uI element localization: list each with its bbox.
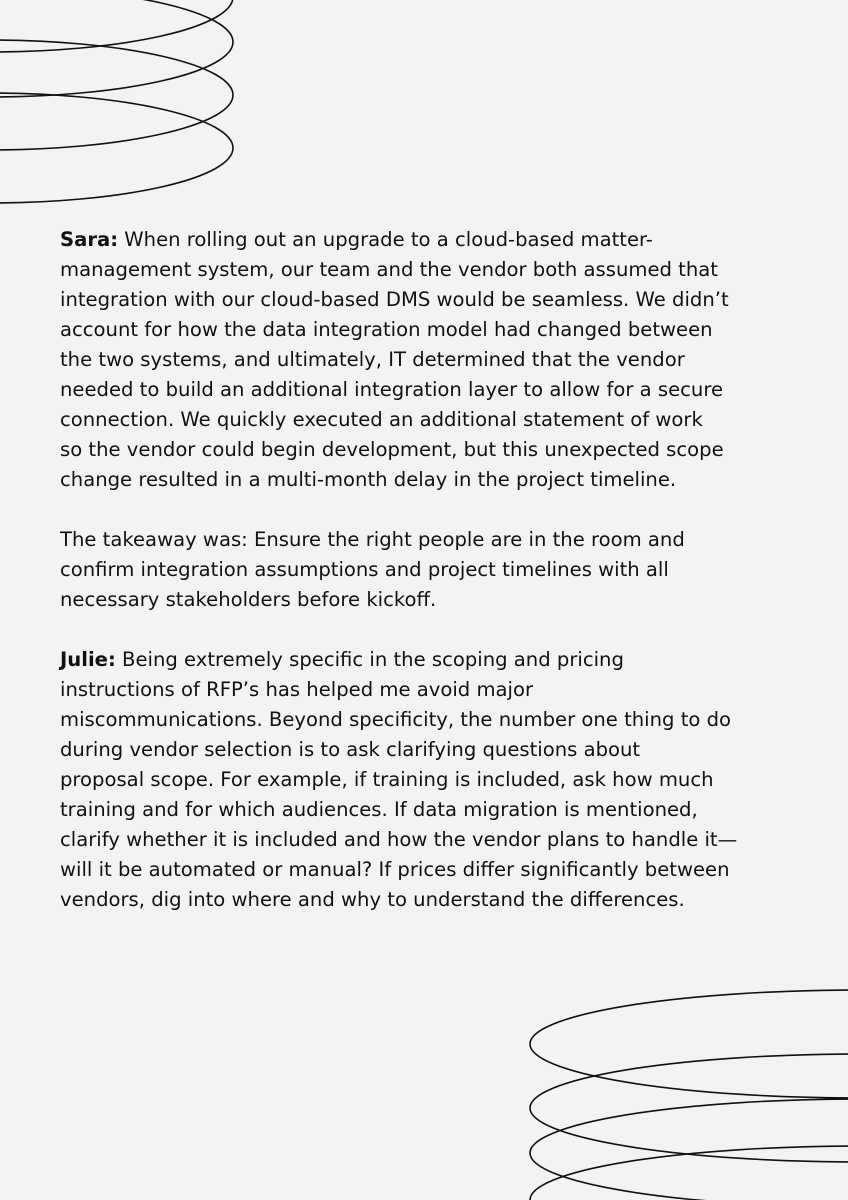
text-line: instructions of RFP’s has helped me avoid major	[60, 678, 534, 701]
speaker-name: Sara:	[60, 228, 119, 251]
text-line: so the vendor could begin development, but this unexpected scope	[60, 438, 724, 461]
text-line	[60, 225, 729, 255]
text-line: needed to build an additional integration layer to allow for a secure	[60, 378, 724, 401]
text-line: during vendor selection is to ask clarifying questions about	[60, 738, 641, 761]
ellipse-ornament	[0, 93, 233, 203]
text-line: proposal scope. For example, if training is included, ask how much	[60, 768, 714, 791]
text-line: will it be automated or manual? If prices differ significantly between	[60, 858, 730, 881]
text-line: The takeaway was: Ensure the right people are in the room and	[60, 528, 685, 551]
ellipse-ornament	[530, 1054, 848, 1162]
text-line: the two systems, and ultimately, IT determined that the vendor	[60, 348, 685, 371]
ellipse-ornament	[0, 40, 233, 150]
paragraph-julie	[60, 645, 737, 915]
paragraph-sara	[60, 225, 729, 495]
speaker-name: Julie:	[60, 648, 116, 671]
text-line: account for how the data integration model had changed between	[60, 318, 713, 341]
text-line: miscommunications. Beyond specificity, the number one thing to do	[60, 708, 732, 731]
text-line: connection. We quickly executed an additional statement of work	[60, 408, 703, 431]
paragraph-takeaway	[60, 525, 685, 615]
text-line: necessary stakeholders before kickoff.	[60, 588, 437, 611]
text-line: confirm integration assumptions and project timelines with all	[60, 558, 669, 581]
line-text: Being extremely specific in the scoping and pricing	[115, 648, 624, 671]
line-text: When rolling out an upgrade to a cloud-based matter-	[118, 228, 653, 251]
text-line: integration with our cloud-based DMS would be seamless. We didn’t	[60, 288, 729, 311]
ellipse-ornament	[0, 0, 233, 52]
ellipse-ornament	[530, 1099, 848, 1200]
text-line: management system, our team and the vendor both assumed that	[60, 258, 718, 281]
text-line: training and for which audiences. If data migration is mentioned,	[60, 798, 698, 821]
text-line: change resulted in a multi-month delay in the project timeline.	[60, 468, 677, 491]
text-line: vendors, dig into where and why to understand the differences.	[60, 888, 685, 911]
ellipse-ornament	[530, 990, 848, 1098]
ellipse-ornament	[530, 1146, 848, 1200]
text-line	[60, 645, 737, 675]
text-line: clarify whether it is included and how the vendor plans to handle it—	[60, 828, 738, 851]
